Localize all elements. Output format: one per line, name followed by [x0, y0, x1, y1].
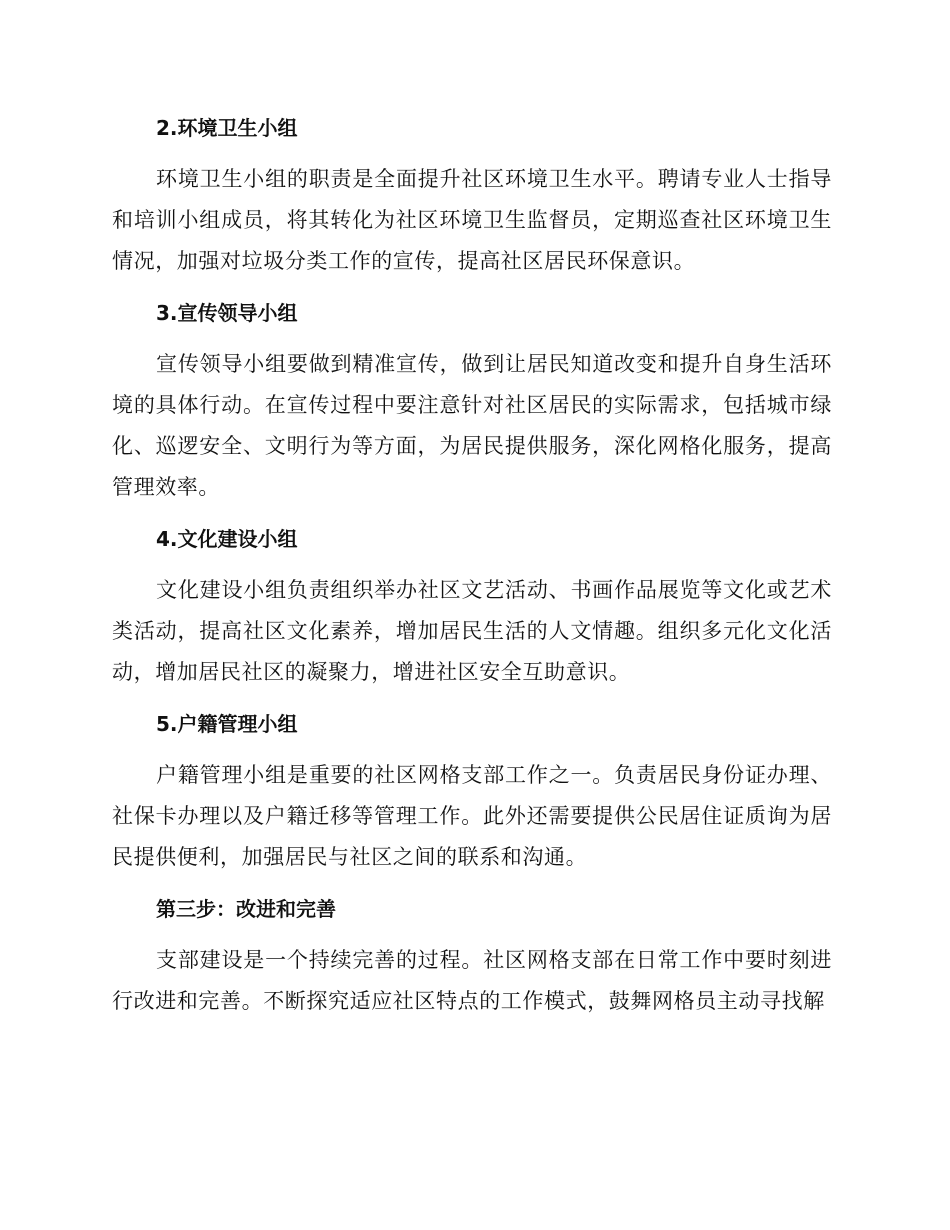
- section-heading: 4.文化建设小组: [156, 527, 298, 551]
- section-heading: 第三步：改进和完善: [156, 897, 336, 921]
- section-paragraph: 文化建设小组负责组织举办社区文艺活动、书画作品展览等文化或艺术类活动，提高社区文化素养，增加居民生活的人文情趣。组织多元化文化活动，增加居民社区的凝聚力，增进社区安全互助意识。: [112, 578, 832, 684]
- section-heading: 5.户籍管理小组: [156, 712, 298, 736]
- section-heading: 2.环境卫生小组: [156, 116, 298, 140]
- section-heading: 3.宣传领导小组: [156, 301, 298, 325]
- section-paragraph: 宣传领导小组要做到精准宣传，做到让居民知道改变和提升自身生活环境的具体行动。在宣传过程中要注意针对社区居民的实际需求，包括城市绿化、巡逻安全、文明行为等方面，为居民提供服务，深化网格化服务，提高管理效率。: [112, 352, 832, 499]
- section-paragraph: 支部建设是一个持续完善的过程。社区网格支部在日常工作中要时刻进行改进和完善。不断探究适应社区特点的工作模式，鼓舞网格员主动寻找解: [112, 948, 832, 1013]
- section-paragraph: 环境卫生小组的职责是全面提升社区环境卫生水平。聘请专业人士指导和培训小组成员，将其转化为社区环境卫生监督员，定期巡查社区环境卫生情况，加强对垃圾分类工作的宣传，提高社区居民环保意识。: [112, 167, 832, 273]
- section-paragraph: 户籍管理小组是重要的社区网格支部工作之一。负责居民身份证办理、社保卡办理以及户籍迁移等管理工作。此外还需要提供公民居住证质询为居民提供便利，加强居民与社区之间的联系和沟通。: [112, 763, 832, 869]
- document-content: [112, 108, 832, 1033]
